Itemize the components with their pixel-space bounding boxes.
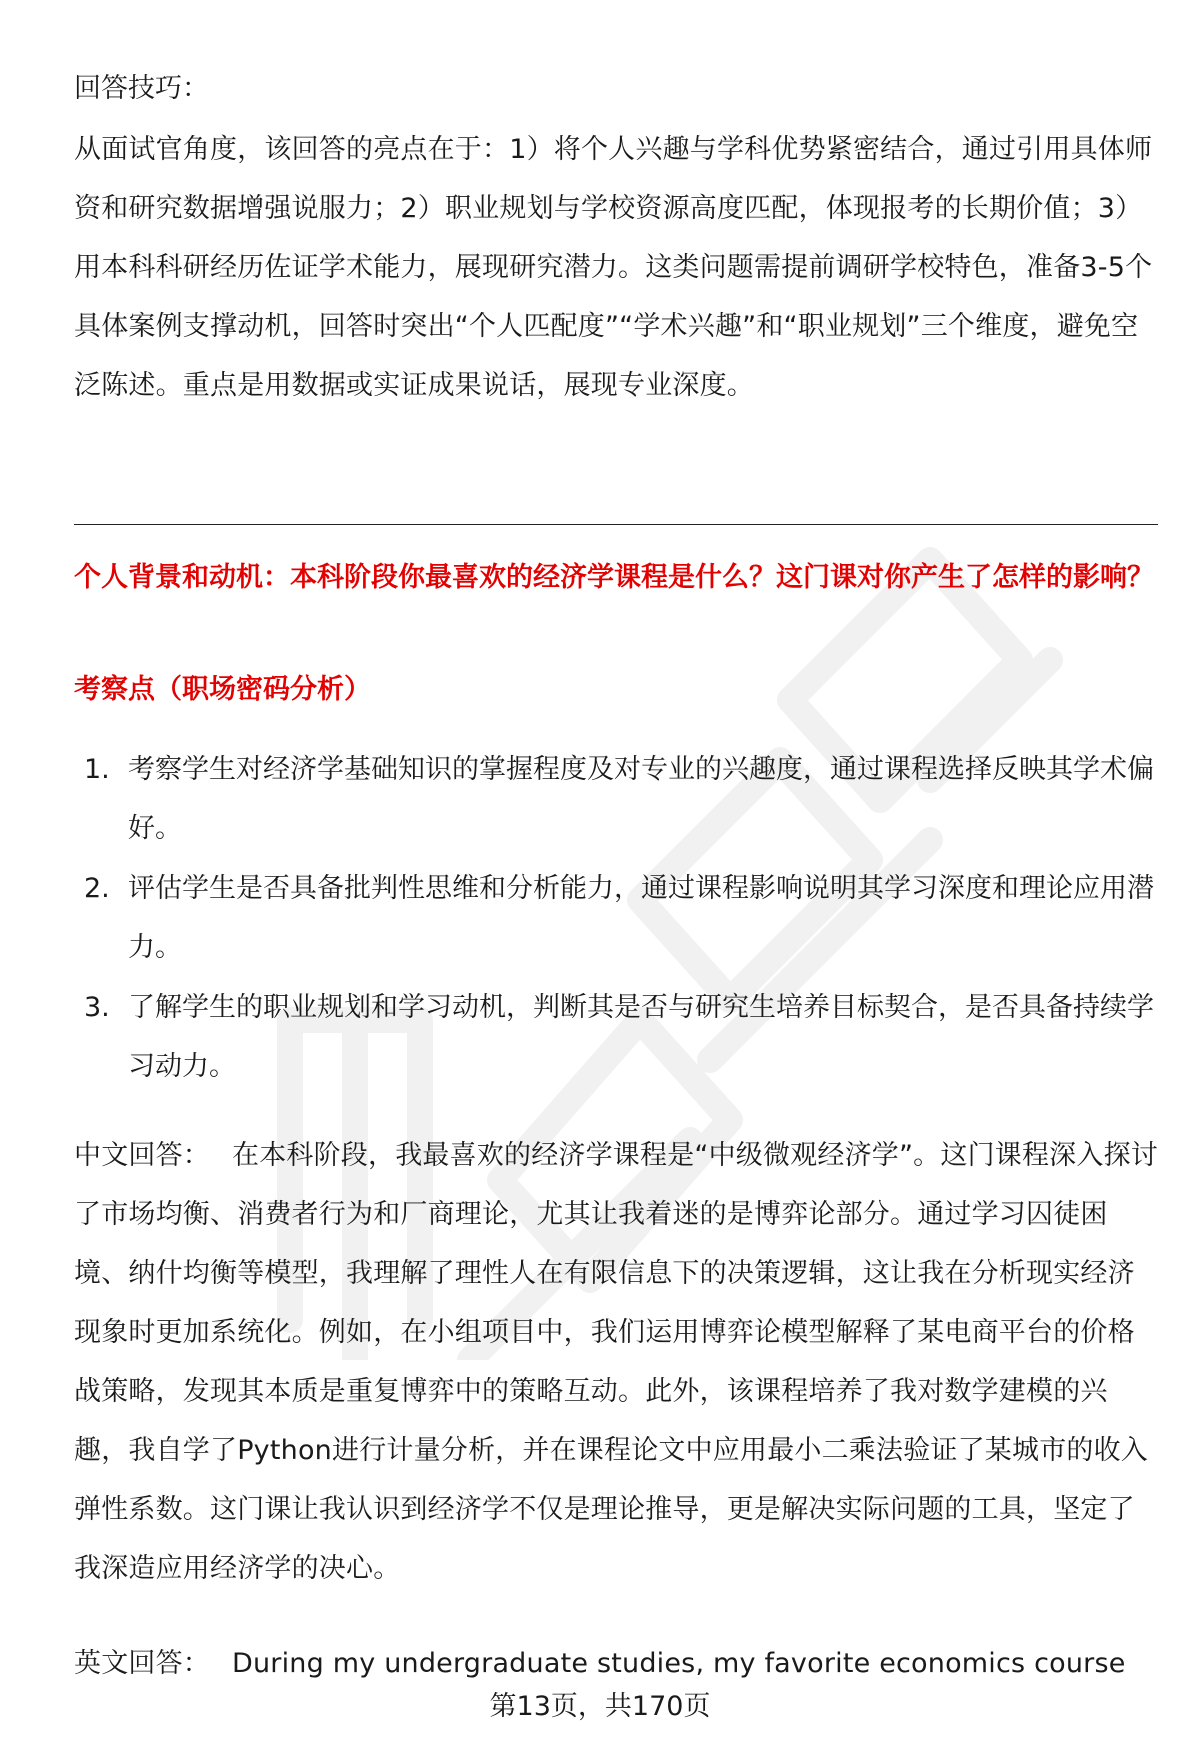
assessment-points-list (74, 740, 1158, 1097)
list-item (74, 978, 1158, 1096)
section-divider (74, 524, 1158, 525)
tips-label: 回答技巧： (74, 73, 209, 104)
english-answer-label: 英文回答： (74, 1648, 210, 1679)
chinese-answer-text: 在本科阶段，我最喜欢的经济学课程是“中级微观经济学”。这门课程深入探讨了市场均衡、消费者行为和厂商理论，尤其让我着迷的是博弈论部分。通过学习囚徒困境、纳什均衡等模型，我理解了理性人在有限信息下的决策逻辑，这让我在分析现实经济现象时更加系统化。例如，在小组项目中，我们运用博弈论模型解释了某电商平台的价格战策略，发现其本质是重复博弈中的策略互动。此外，该课程培养了我对数学建模的兴趣，我自学了Python进行计量分析，并在课程论文中应用最小二乘法验证了某城市的收入弹性系数。这门课让我认识到经济学不仅是理论推导，更是解决实际问题的工具，坚定了我深造应用经济学的决心。 (74, 1140, 1158, 1584)
assessment-title: 考察点（职场密码分析） (74, 674, 371, 705)
list-item-number: 1. (84, 754, 110, 785)
list-item-text: 评估学生是否具备批判性思维和分析能力，通过课程影响说明其学习深度和理论应用潜力。 (128, 873, 1154, 963)
chinese-answer-label: 中文回答： (74, 1140, 210, 1171)
list-item (74, 740, 1158, 858)
interview-question: 个人背景和动机：本科阶段你最喜欢的经济学课程是什么？这门课对你产生了怎样的影响？ (74, 562, 1154, 593)
chinese-answer (74, 1126, 1158, 1598)
list-item-number: 2. (84, 873, 110, 904)
list-item-text: 考察学生对经济学基础知识的掌握程度及对专业的兴趣度，通过课程选择反映其学术偏好。 (128, 754, 1154, 844)
list-item (74, 859, 1158, 977)
tips-paragraph: 从面试官角度，该回答的亮点在于：1）将个人兴趣与学科优势紧密结合，通过引用具体师资和研究数据增强说服力；2）职业规划与学校资源高度匹配，体现报考的长期价值；3）用本科科研经历佐证学术能力，展现研究潜力。这类问题需提前调研学校特色，准备3-5个具体案例支撑动机，回答时突出“个人匹配度”“学术兴趣”和“职业规划”三个维度，避免空泛陈述。重点是用数据或实证成果说话，展现专业深度。 (74, 134, 1153, 401)
english-answer-text: During my undergraduate studies, my favorite economics course (232, 1648, 1126, 1679)
list-item-text: 了解学生的职业规划和学习动机，判断其是否与研究生培养目标契合，是否具备持续学习动力。 (128, 992, 1154, 1082)
page-footer: 第13页，共170页 (489, 1691, 711, 1722)
tips-section (74, 64, 1158, 415)
english-answer (74, 1634, 1158, 1693)
list-item-number: 3. (84, 992, 110, 1023)
